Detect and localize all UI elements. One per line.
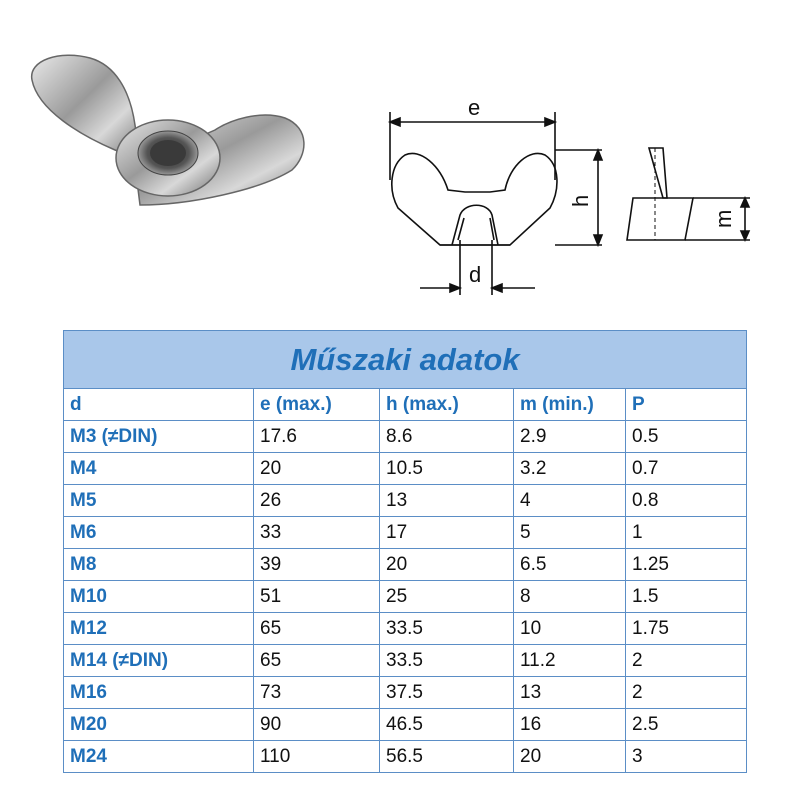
cell-m: 5 — [514, 517, 626, 549]
cell-m: 8 — [514, 581, 626, 613]
cell-p: 1 — [626, 517, 747, 549]
header-e-max: e (max.) — [254, 389, 380, 421]
cell-m: 20 — [514, 741, 626, 773]
table-row — [64, 613, 747, 645]
cell-m: 13 — [514, 677, 626, 709]
table-row — [64, 677, 747, 709]
cell-p: 2 — [626, 677, 747, 709]
cell-size: M16 — [64, 677, 254, 709]
cell-h: 17 — [380, 517, 514, 549]
cell-e: 65 — [254, 645, 380, 677]
table-row — [64, 645, 747, 677]
cell-p: 1.75 — [626, 613, 747, 645]
table-title: Műszaki adatok — [64, 331, 747, 389]
cell-h: 20 — [380, 549, 514, 581]
cell-m: 6.5 — [514, 549, 626, 581]
cell-m: 2.9 — [514, 421, 626, 453]
cell-h: 8.6 — [380, 421, 514, 453]
cell-h: 46.5 — [380, 709, 514, 741]
cell-e: 20 — [254, 453, 380, 485]
header-p: P — [626, 389, 747, 421]
cell-m: 10 — [514, 613, 626, 645]
table-title-row — [64, 331, 747, 389]
cell-size: M14 (≠DIN) — [64, 645, 254, 677]
cell-e: 73 — [254, 677, 380, 709]
cell-size: M12 — [64, 613, 254, 645]
cell-size: M6 — [64, 517, 254, 549]
cell-p: 0.7 — [626, 453, 747, 485]
cell-p: 0.8 — [626, 485, 747, 517]
cell-h: 37.5 — [380, 677, 514, 709]
table-row — [64, 709, 747, 741]
cell-size: M8 — [64, 549, 254, 581]
dimension-e-label: e — [468, 95, 481, 120]
cell-m: 3.2 — [514, 453, 626, 485]
cell-h: 56.5 — [380, 741, 514, 773]
cell-h: 33.5 — [380, 645, 514, 677]
cell-e: 90 — [254, 709, 380, 741]
specifications-table — [63, 330, 747, 773]
wing-nut-side-drawing — [615, 140, 755, 250]
cell-p: 3 — [626, 741, 747, 773]
cell-p: 2.5 — [626, 709, 747, 741]
cell-size: M3 (≠DIN) — [64, 421, 254, 453]
cell-e: 51 — [254, 581, 380, 613]
cell-size: M10 — [64, 581, 254, 613]
cell-p: 1.25 — [626, 549, 747, 581]
cell-m: 4 — [514, 485, 626, 517]
cell-p: 1.5 — [626, 581, 747, 613]
cell-h: 13 — [380, 485, 514, 517]
table-row — [64, 421, 747, 453]
table-row — [64, 549, 747, 581]
header-d: d — [64, 389, 254, 421]
wing-nut-front-drawing — [380, 90, 610, 300]
cell-size: M5 — [64, 485, 254, 517]
dimension-h-label: h — [568, 194, 593, 207]
table-row — [64, 453, 747, 485]
cell-size: M4 — [64, 453, 254, 485]
table-row — [64, 741, 747, 773]
cell-e: 17.6 — [254, 421, 380, 453]
table-row — [64, 517, 747, 549]
cell-e: 65 — [254, 613, 380, 645]
cell-m: 16 — [514, 709, 626, 741]
table-header-row — [64, 389, 747, 421]
cell-h: 10.5 — [380, 453, 514, 485]
cell-e: 39 — [254, 549, 380, 581]
table-row — [64, 581, 747, 613]
wing-nut-photo — [20, 40, 320, 210]
cell-e: 33 — [254, 517, 380, 549]
header-m-min: m (min.) — [514, 389, 626, 421]
cell-e: 110 — [254, 741, 380, 773]
dimension-m-label: m — [711, 209, 736, 228]
header-h-max: h (max.) — [380, 389, 514, 421]
cell-h: 33.5 — [380, 613, 514, 645]
cell-e: 26 — [254, 485, 380, 517]
table-row — [64, 485, 747, 517]
cell-h: 25 — [380, 581, 514, 613]
cell-p: 2 — [626, 645, 747, 677]
dimension-d-label: d — [469, 262, 482, 287]
cell-size: M24 — [64, 741, 254, 773]
cell-m: 11.2 — [514, 645, 626, 677]
cell-p: 0.5 — [626, 421, 747, 453]
cell-size: M20 — [64, 709, 254, 741]
